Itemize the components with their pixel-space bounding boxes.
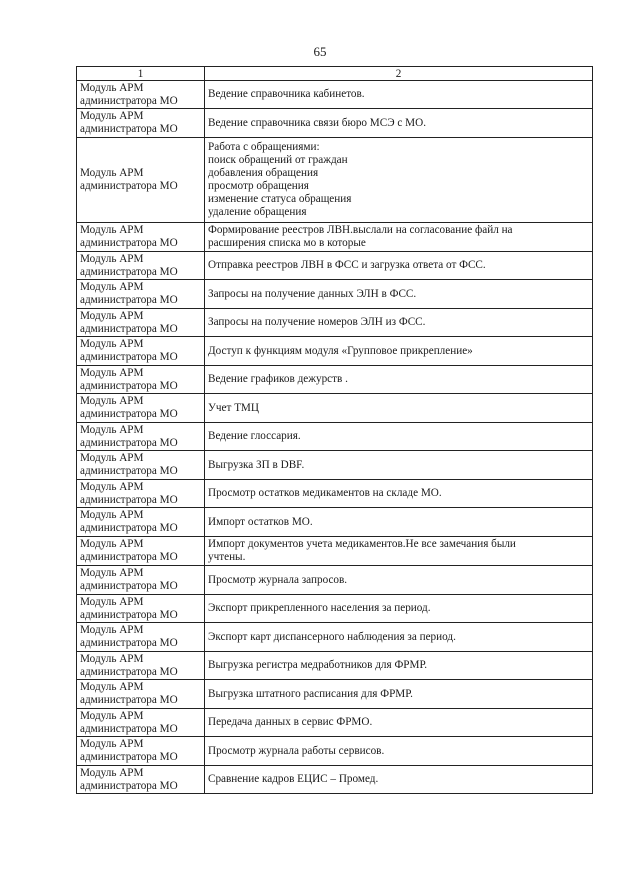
description-text: Запросы на получение номеров ЭЛН из ФСС. xyxy=(208,316,426,328)
module-name-line: администратора МО xyxy=(80,180,178,192)
column-header-1: 1 xyxy=(77,67,205,81)
module-cell xyxy=(77,280,205,309)
description-text: Сравнение кадров ЕЦИС – Промед. xyxy=(208,773,379,785)
table-row xyxy=(77,252,593,280)
table-row xyxy=(77,737,593,766)
module-name-line: администратора МО xyxy=(80,94,178,107)
description-text: Ведение графиков дежурств . xyxy=(208,373,348,385)
module-name-line: администратора МО xyxy=(80,408,178,420)
module-name-line: Модуль АРМ xyxy=(80,766,144,779)
table-row xyxy=(77,595,593,623)
description-text: Просмотр остатков медикаментов на складе МО. xyxy=(208,487,442,499)
description-line: учтены. xyxy=(208,551,246,563)
module-name-line: Модуль АРМ xyxy=(80,624,144,636)
module-name-line: администратора МО xyxy=(80,436,178,449)
description-cell xyxy=(205,138,593,223)
module-cell xyxy=(77,508,205,537)
description-cell xyxy=(205,81,593,109)
table-row xyxy=(77,81,593,109)
table-row xyxy=(77,366,593,394)
module-name-line: администратора МО xyxy=(80,237,178,249)
module-name-line: Модуль АРМ xyxy=(80,709,144,722)
description-cell xyxy=(205,680,593,709)
module-name-line: администратора МО xyxy=(80,294,178,306)
module-cell xyxy=(77,766,205,794)
table-row xyxy=(77,423,593,451)
module-cell xyxy=(77,394,205,423)
description-line: Работа с обращениями: xyxy=(208,141,320,153)
table-row xyxy=(77,223,593,252)
description-text: Ведение справочника кабинетов. xyxy=(208,88,365,100)
module-name-line: Модуль АРМ xyxy=(80,681,144,693)
module-name-line: Модуль АРМ xyxy=(80,480,144,493)
description-cell xyxy=(205,451,593,480)
page-number: 65 xyxy=(313,44,327,59)
module-name-line: Модуль АРМ xyxy=(80,224,144,236)
description-text: Запросы на получение данных ЭЛН в ФСС. xyxy=(208,287,417,300)
module-name-line: администратора МО xyxy=(80,751,178,763)
description-cell xyxy=(205,423,593,451)
description-line: просмотр обращения xyxy=(208,180,309,192)
description-text: Экспорт карт диспансерного наблюдения за период. xyxy=(208,630,456,643)
modules-table xyxy=(76,66,593,794)
module-cell xyxy=(77,480,205,508)
table-row xyxy=(77,337,593,366)
module-name-line: Модуль АРМ xyxy=(80,281,144,293)
description-line: Формирование реестров ЛВН.выслали на согласование файл на xyxy=(208,224,513,236)
description-cell xyxy=(205,709,593,737)
module-cell xyxy=(77,595,205,623)
description-text: Просмотр журнала работы сервисов. xyxy=(208,744,385,757)
description-line: поиск обращений от граждан xyxy=(208,154,348,166)
module-cell xyxy=(77,737,205,766)
table-row xyxy=(77,109,593,138)
description-cell xyxy=(205,595,593,623)
table-header-row xyxy=(77,67,593,81)
table-row xyxy=(77,566,593,595)
module-name-line: администратора МО xyxy=(80,465,178,477)
description-cell xyxy=(205,737,593,766)
module-name-line: Модуль АРМ xyxy=(80,595,144,608)
table-row xyxy=(77,680,593,709)
module-name-line: Модуль АРМ xyxy=(80,167,144,179)
description-text: Ведение глоссария. xyxy=(208,430,301,442)
description-text: Учет ТМЦ xyxy=(208,401,259,414)
module-name-line: администратора МО xyxy=(80,779,178,792)
description-cell xyxy=(205,566,593,595)
description-cell xyxy=(205,480,593,508)
description-line: изменение статуса обращения xyxy=(208,193,352,205)
module-name-line: администратора МО xyxy=(80,522,178,534)
module-name-line: Модуль АРМ xyxy=(80,309,144,322)
module-name-line: Модуль АРМ xyxy=(80,567,144,579)
table-row xyxy=(77,451,593,480)
module-cell xyxy=(77,309,205,337)
description-line: расширения списка мо в которые xyxy=(208,237,366,249)
module-name-line: Модуль АРМ xyxy=(80,738,144,750)
module-name-line: администратора МО xyxy=(80,322,178,335)
description-text: Передача данных в сервис ФРМО. xyxy=(208,716,373,728)
module-name-line: администратора МО xyxy=(80,722,178,735)
description-cell xyxy=(205,537,593,566)
table-row xyxy=(77,652,593,680)
description-cell xyxy=(205,109,593,138)
table-row xyxy=(77,623,593,652)
module-name-line: администратора МО xyxy=(80,580,178,592)
description-text: Выгрузка регистра медработников для ФРМР. xyxy=(208,659,428,671)
module-name-line: Модуль АРМ xyxy=(80,366,144,379)
module-cell xyxy=(77,451,205,480)
module-name-line: Модуль АРМ xyxy=(80,652,144,665)
module-name-line: Модуль АРМ xyxy=(80,110,144,122)
table-row xyxy=(77,138,593,223)
description-cell xyxy=(205,766,593,794)
module-name-line: Модуль АРМ xyxy=(80,509,144,521)
table-row xyxy=(77,280,593,309)
description-text: Отправка реестров ЛВН в ФСС и загрузка ответа от ФСС. xyxy=(208,259,486,271)
description-cell xyxy=(205,366,593,394)
description-text: Ведение справочника связи бюро МСЭ с МО. xyxy=(208,116,426,129)
module-name-line: администратора МО xyxy=(80,665,178,678)
module-name-line: администратора МО xyxy=(80,694,178,706)
description-cell xyxy=(205,508,593,537)
description-text: Доступ к функциям модуля «Групповое прикрепление» xyxy=(208,344,473,357)
description-text: Просмотр журнала запросов. xyxy=(208,573,348,586)
description-line: Импорт документов учета медикаментов.Не все замечания были xyxy=(208,538,516,550)
module-cell xyxy=(77,537,205,566)
table-row xyxy=(77,537,593,566)
description-text: Экспорт прикрепленного населения за период. xyxy=(208,602,431,614)
description-line: удаление обращения xyxy=(208,206,307,218)
module-name-line: администратора МО xyxy=(80,123,178,135)
module-name-line: администратора МО xyxy=(80,637,178,649)
module-cell xyxy=(77,366,205,394)
module-name-line: администратора МО xyxy=(80,379,178,392)
table-row xyxy=(77,309,593,337)
module-name-line: Модуль АРМ xyxy=(80,452,144,464)
module-name-line: Модуль АРМ xyxy=(80,81,144,94)
module-name-line: администратора МО xyxy=(80,493,178,506)
module-cell xyxy=(77,566,205,595)
module-cell xyxy=(77,680,205,709)
module-cell xyxy=(77,81,205,109)
description-cell xyxy=(205,652,593,680)
module-name-line: Модуль АРМ xyxy=(80,338,144,350)
module-cell xyxy=(77,623,205,652)
module-cell xyxy=(77,709,205,737)
description-text: Выгрузка штатного расписания для ФРМР. xyxy=(208,687,413,700)
description-text: Выгрузка ЗП в DBF. xyxy=(208,458,305,471)
module-name-line: Модуль АРМ xyxy=(80,538,144,550)
description-cell xyxy=(205,280,593,309)
module-name-line: администратора МО xyxy=(80,351,178,363)
module-name-line: Модуль АРМ xyxy=(80,252,144,265)
description-cell xyxy=(205,337,593,366)
module-cell xyxy=(77,252,205,280)
module-cell xyxy=(77,223,205,252)
module-cell xyxy=(77,652,205,680)
description-cell xyxy=(205,252,593,280)
description-line: добавления обращения xyxy=(208,167,319,179)
column-header-2: 2 xyxy=(205,67,593,81)
module-name-line: Модуль АРМ xyxy=(80,395,144,407)
description-cell xyxy=(205,309,593,337)
module-cell xyxy=(77,337,205,366)
table-row xyxy=(77,709,593,737)
module-name-line: администратора МО xyxy=(80,608,178,621)
description-cell xyxy=(205,223,593,252)
module-cell xyxy=(77,423,205,451)
table-row xyxy=(77,394,593,423)
description-cell xyxy=(205,623,593,652)
module-name-line: администратора МО xyxy=(80,551,178,563)
description-text: Импорт остатков МО. xyxy=(208,515,313,528)
module-cell xyxy=(77,138,205,223)
description-cell xyxy=(205,394,593,423)
table-row xyxy=(77,508,593,537)
module-cell xyxy=(77,109,205,138)
module-name-line: Модуль АРМ xyxy=(80,423,144,436)
table-row xyxy=(77,766,593,794)
table-row xyxy=(77,480,593,508)
module-name-line: администратора МО xyxy=(80,265,178,278)
